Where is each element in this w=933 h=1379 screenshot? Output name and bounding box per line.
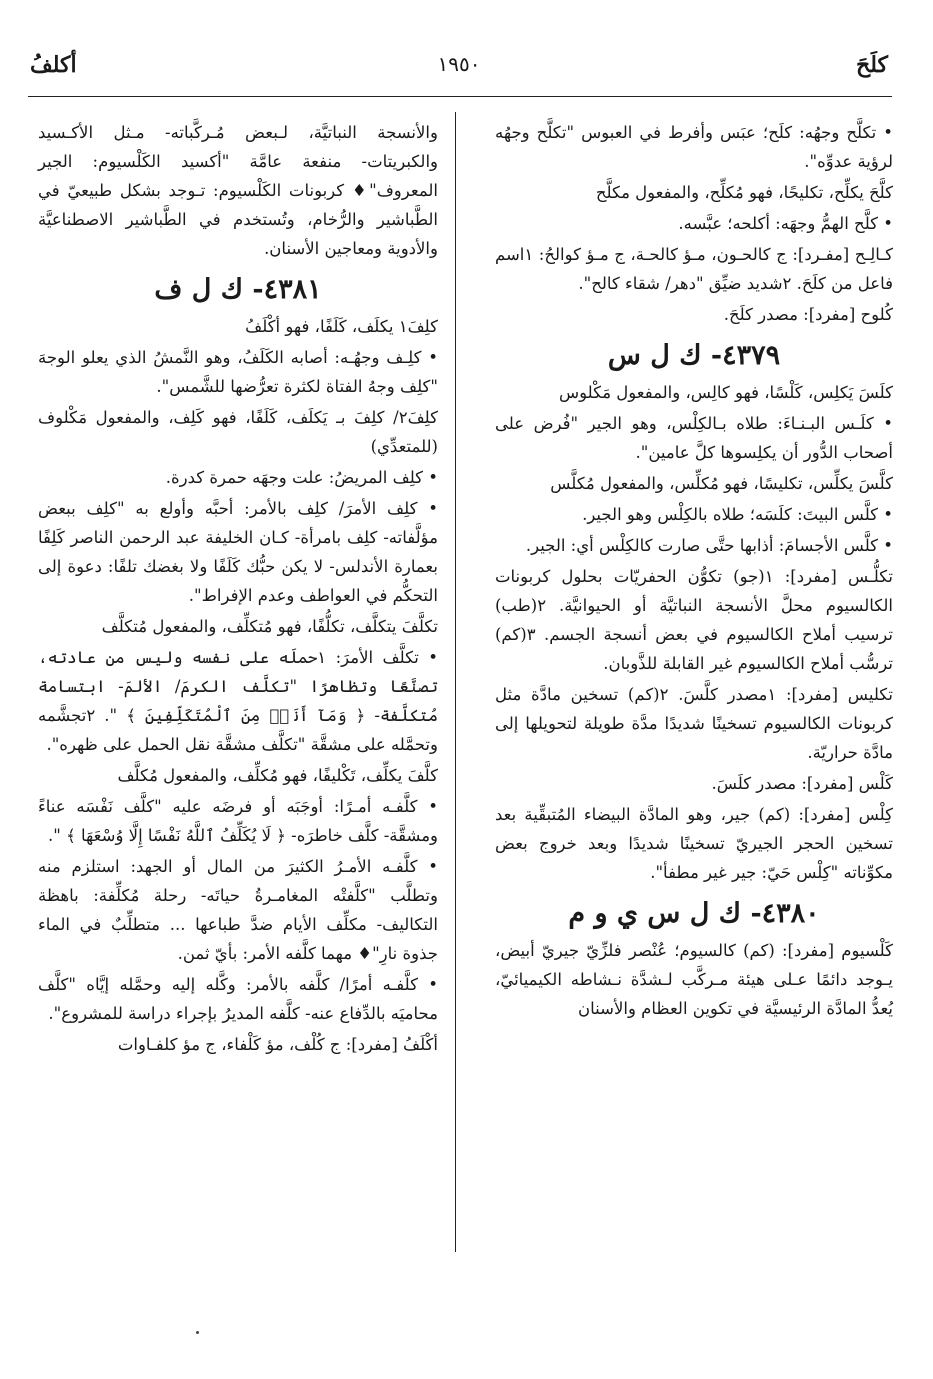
dictionary-entry: كلَّحَ يكلِّح، تكليحًا، فهو مُكلِّح، والمفعول مكلَّح xyxy=(595,183,893,202)
ink-dot xyxy=(196,1331,199,1334)
column-divider xyxy=(455,112,456,1252)
page-number: ١٩٥٠ xyxy=(437,52,481,76)
dictionary-entry: كَلْس [مفرد]: مصدر كلَسَ. xyxy=(711,774,893,793)
section-heading: ٤٣٨١- ك ل ف xyxy=(154,274,322,305)
dictionary-entry: • تكلَّف الأمرَ: ١حملَه على نفسه وليس من عادته، تصنَّعًا وتظاهرًا "تكلَّف الكرمَ/ الألمَ- ابتسامة مُتكلَّفة- ﴿ وَمَآ أَنَا۠ مِنَ ٱلْمُتَكَلِّفِينَ ﴾ ". ٢تجشَّمه وتحمَّله على مشقَّة "تكلَّف مشقَّة نقل الحمل على ظهره". xyxy=(38,648,438,754)
dictionary-entry: • كلِف الأمرَ/ كلِف بالأمر: أحبَّه وأولع به "كلِف ببعض مؤلَّفاته- كلِف بامرأة- كـان الخليفة عبد الرحمن الناصر كَلِفًا بعمارة الأندلس- لا يكن حبُّك كَلَفًا ولا بغضك تلفًا: دعوة إلى التحكُّم في العواطف وعدم الإفراط". xyxy=(38,499,438,605)
dictionary-entry: • كلَـس البـنـاءَ: طلاه بـالكِلْس، وهو الجير "فُرض على أصحاب الدُّور أن يكلِسوها كلَّ عامين". xyxy=(495,414,893,462)
dictionary-entry: تكلُّـس [مفرد]: ١(جو) تكوُّن الحفريّات بحلول كربونات الكالسيوم محلَّ الأنسجة النباتيَّة أو الحيوانيَّة. ٢(طب) ترسيب أملاح الكالسيوم في بعض أنسجة الجسم. ٣(كم) ترسُّب أملاح الكالسيوم غير القابلة للذَّوبان. xyxy=(495,567,893,673)
header-last-word: أكلفُ xyxy=(30,52,77,78)
dictionary-entry: • كلِـف وجهُـه: أصابه الكَلَفُ، وهو النَّمشُ الذي يعلو الوجهَ "كلِف وجهُ الفتاة لكثرة تعرُّضها للشَّمس". xyxy=(38,348,438,396)
header-rule xyxy=(28,96,892,97)
dictionary-entry: كلِفَ١ يكلَف، كَلَفًا، فهو أكْلَفُ xyxy=(245,317,438,336)
dictionary-entry: كلَسَ يَكلِس، كَلْسًا، فهو كالِس، والمفعول مَكْلوس xyxy=(558,383,893,402)
dictionary-entry: • تكلَّح وجهُه: كلَح؛ عبَس وأفرط في العبوس "تكلَّح وجهُه لرؤية عدوِّه". xyxy=(495,123,893,171)
dictionary-entry: تكليس [مفرد]: ١مصدر كلَّسَ. ٢(كم) تسخين مادَّة مثل كربونات الكالسيوم تسخينًا شديدًا مدَّة طويلة لتحويلها إلى مادَّة حراريّة. xyxy=(495,685,893,762)
dictionary-entry: • كلَّس الأجسامَ: أذابها حتَّى صارت كالكِلْس أي: الجير. xyxy=(525,536,893,555)
dictionary-entry: كلَّسَ يكلِّس، تكليسًا، فهو مُكلِّس، والمفعول مُكلَّس xyxy=(550,474,893,493)
section-heading: ٤٣٨٠- ك ل س ي و م xyxy=(568,898,820,929)
right-column xyxy=(495,118,893,1025)
dictionary-entry: والأنسجة النباتيَّة، لـبعض مُـركَّباته- مـثل الأكـسيد والكبريتات- منفعة عامَّة "أكسيد الكَلْسيوم: الجير المعروف"♦ كربونات الكَلْسيوم: تـوجد بشكل طبيعيّ في الطَّباشير والرُّخام، وتُستخدم في الطَّباشير الاصطناعيَّة والأدوية ومعاجين الأسنان. xyxy=(38,123,438,258)
left-column xyxy=(38,118,438,1061)
dictionary-entry: كلِفَ٢/ كلِفَ بـ يَكلَف، كَلَفًا، فهو كَلِف، والمفعول مَكْلوف (للمتعدِّي) xyxy=(38,408,438,456)
dictionary-entry: كلَّفَ يكلِّف، تَكْليفًا، فهو مُكلِّف، والمفعول مُكلَّف xyxy=(117,766,438,785)
page-header xyxy=(30,52,888,92)
dictionary-entry: • كلَّفـه أمـرًا: أوجَبَه أو فرضَه عليه "كلَّف نَفْسَه عناءً ومشقَّة- كلَّف خاطرَه- ﴿ لَا يُكَلِّفُ ٱللَّهُ نَفْسًا إِلَّا وُسْعَهَا ﴾ ". xyxy=(38,797,438,845)
header-first-word: كلَحَ xyxy=(856,52,888,78)
dictionary-entry: • كلَّفـه أمرًا/ كلَّفه بالأمر: وكَّله إليه وحمَّله إيَّاه "كلَّف محاميَه بالدِّفاع عنه- كلَّفه المديرُ بإجراء دراسة للمشروع". xyxy=(38,975,438,1023)
dictionary-entry: كَلْسيوم [مفرد]: (كم) كالسيوم؛ عُنْصر فلزِّيّ جيريّ أبيض، يـوجد دائمًا عـلى هيئة مـركَّب لـشدَّة نـشاطه الكيميائيّ، يُعدُّ المادَّة الرئيسيَّة في تكوين العظام والأسنان xyxy=(495,941,893,1018)
dictionary-entry: كُلوح [مفرد]: مصدر كلَحَ. xyxy=(723,305,893,324)
dictionary-entry: تكلَّفَ يتكلَّف، تكلُّفًا، فهو مُتكلِّف، والمفعول مُتكلَّف xyxy=(101,617,438,636)
dictionary-entry: أكْلَفُ [مفرد]: ج كُلْف، مؤ كَلْفاء، ج مؤ كلفـاوات xyxy=(117,1035,438,1054)
dictionary-entry: • كلِف المريضُ: علت وجهَه حمرة كدرة. xyxy=(165,468,438,487)
dictionary-entry: كـالِـح [مفـرد]: ج كالحـون، مـؤ كالحـة، ج مـؤ كوالحُ: ١اسم فاعل من كلَحَ. ٢شديد ضيِّق "دهر/ شقاء كالح". xyxy=(495,245,893,293)
section-heading: ٤٣٧٩- ك ل س xyxy=(607,340,781,371)
dictionary-entry: • كلَّس البيتَ: كلَسَه؛ طلاه بالكِلْس وهو الجير. xyxy=(582,505,893,524)
dictionary-entry: • كلَّح الهمُّ وجهَه: أكلحه؛ عبَّسه. xyxy=(678,214,893,233)
dictionary-entry: كِلْس [مفرد]: (كم) جير، وهو المادَّة البيضاء المُتبقِّية بعد تسخين الحجر الجيريّ تسخينًا شديدًا وبعد خروج بعض مكوِّناته "كِلْس حَيّ: جير غير مطفأ". xyxy=(495,805,893,882)
dictionary-entry: • كلَّفـه الأمـرُ الكثيرَ من المال أو الجهد: استلزم منه وتطلَّب "كلَّفتْه المغامـرةُ حياتَه- رحلة مُكلِّفة: باهظة التكاليف- مكلِّف الأيام ضدَّ طباعها ... متطلِّبٌ في الماء جذوة نارِ"♦ مهما كلَّفه الأمر: بأيّ ثمن. xyxy=(38,857,438,963)
